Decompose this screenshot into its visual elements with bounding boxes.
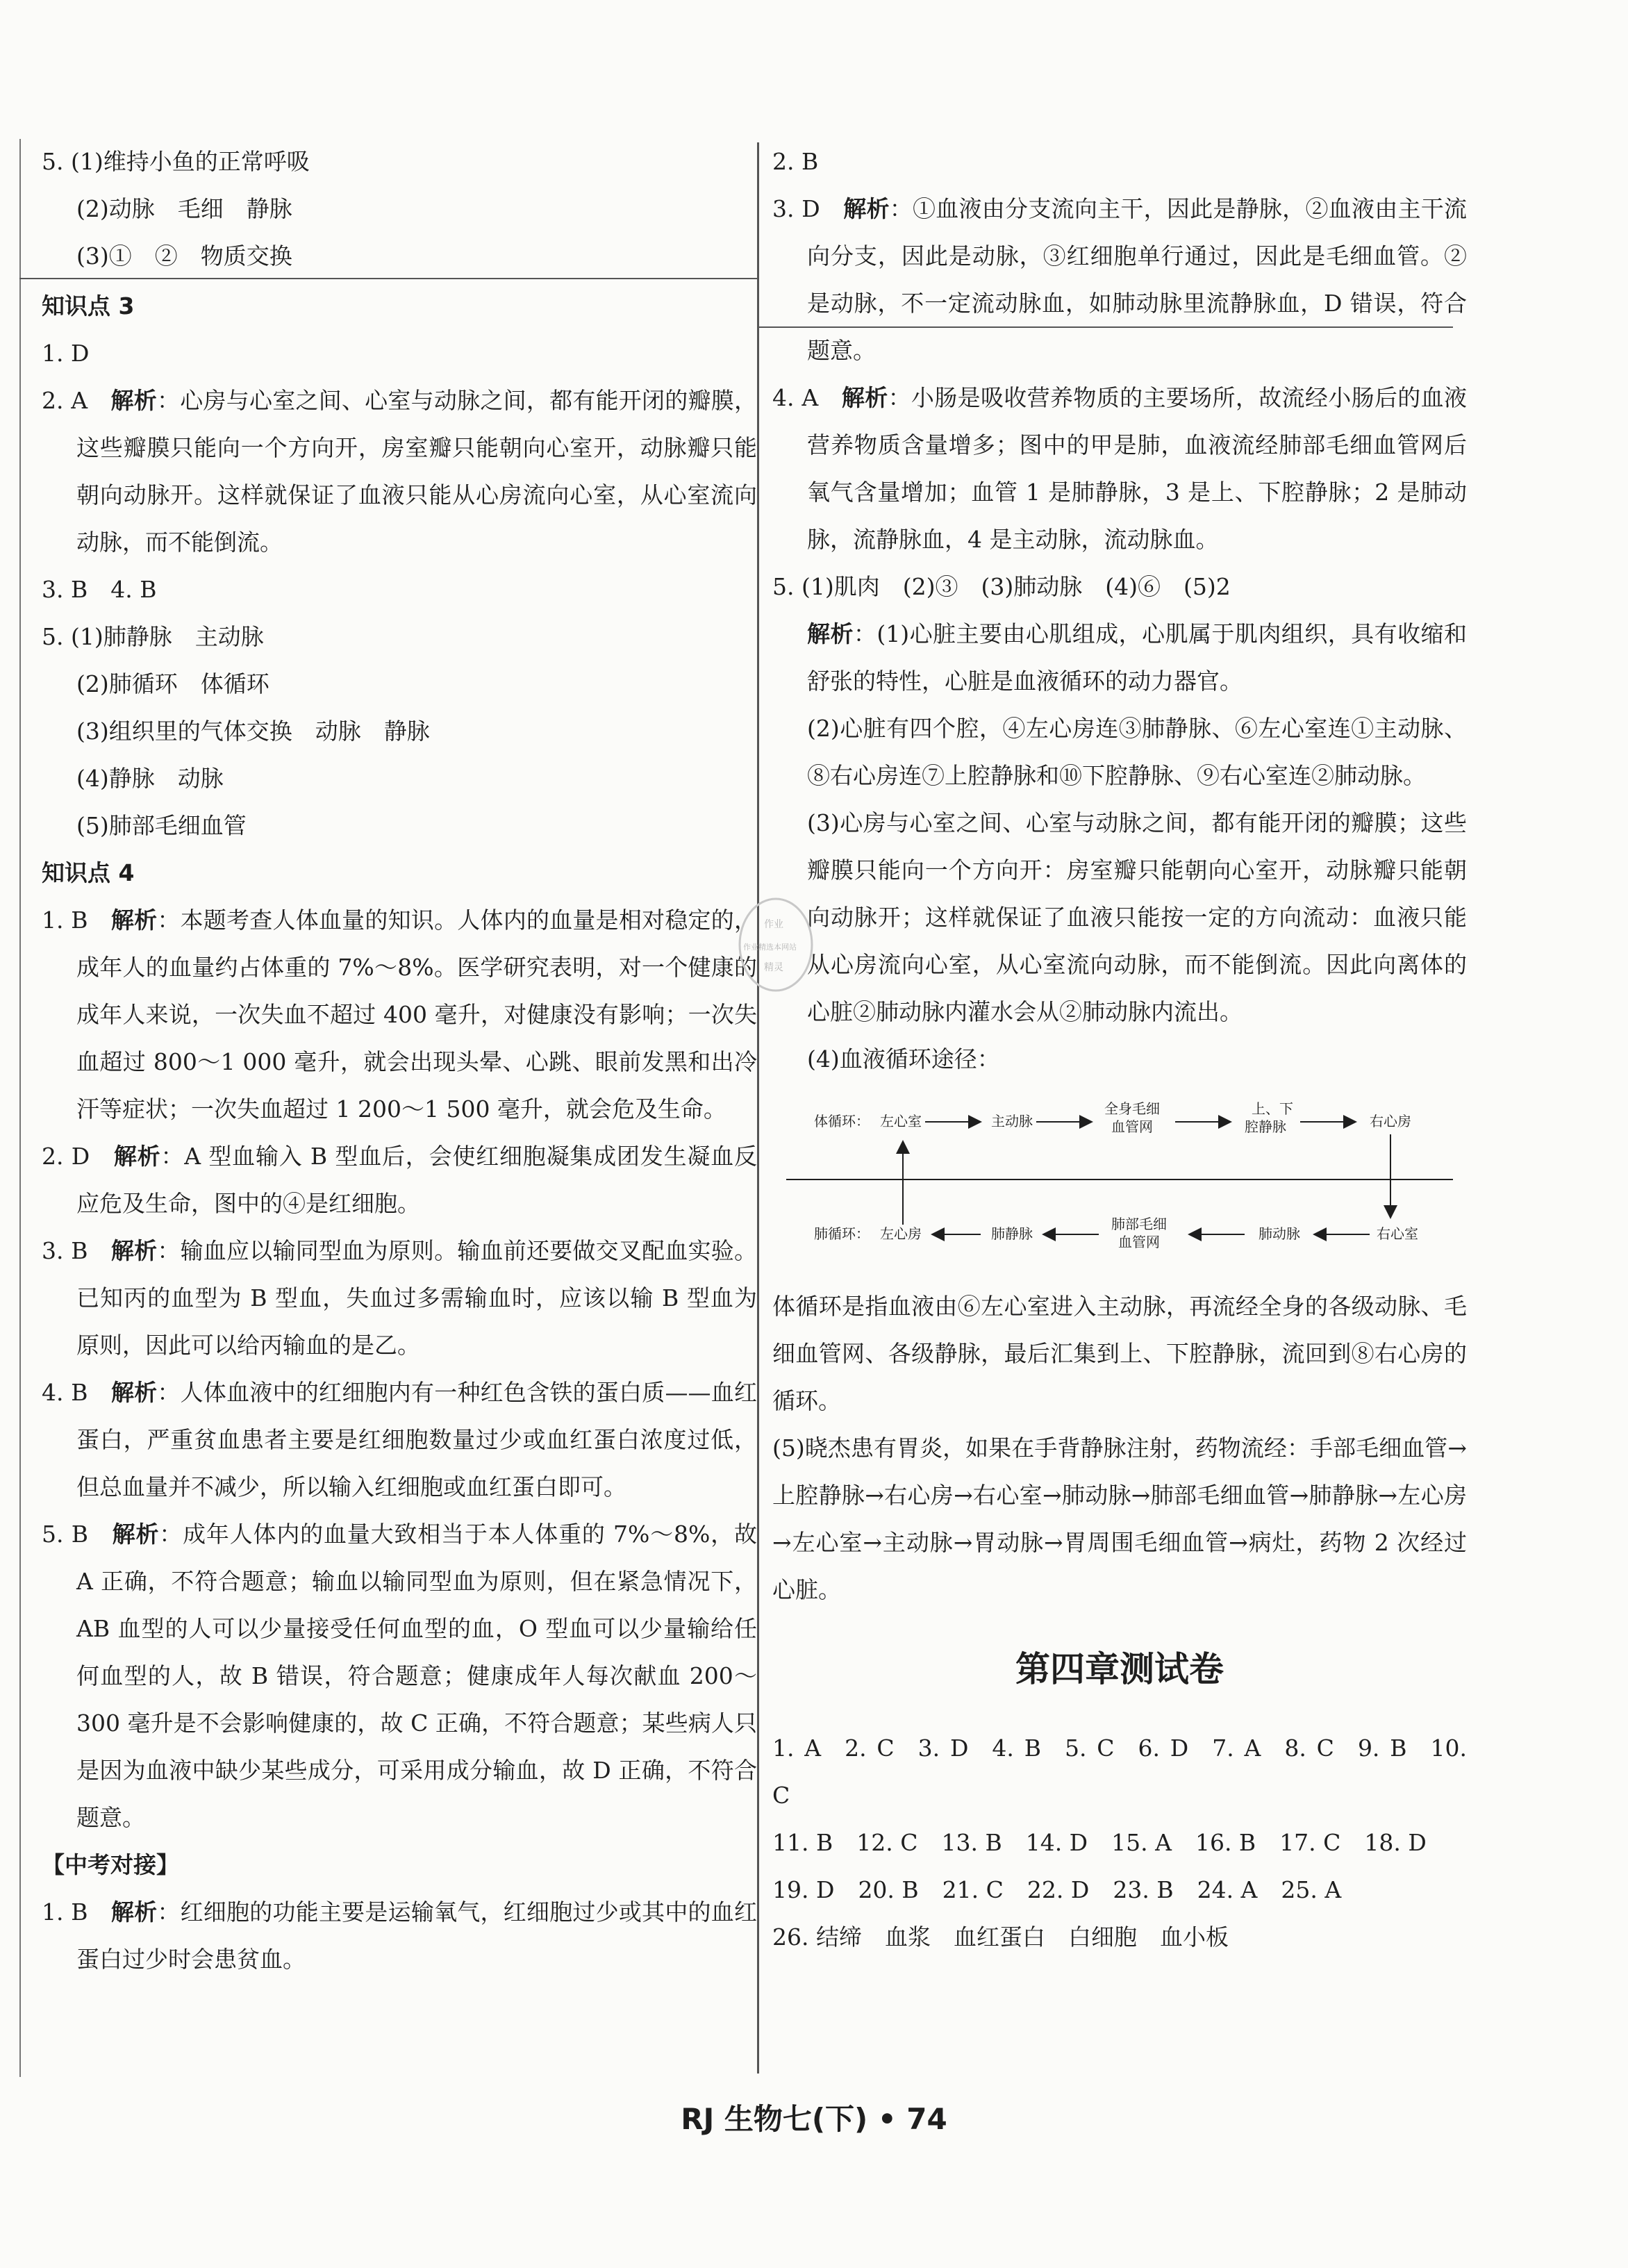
- r-q5-analysis-6: (5)晓杰患有胃炎，如果在手背静脉注射，药物流经：手部毛细血管→上腔静脉→右心房→右心室→肺动脉→肺部毛细血管→肺静脉→左心房→左心室→主动脉→胃动脉→胃周围毛细血管→病灶，药物 2 次经过心脏。: [772, 1434, 1467, 1603]
- answer-head: 3. D: [772, 195, 844, 222]
- answer-item: 3. D: [917, 1735, 969, 1762]
- answers-q26: 26. 结缔 血浆 血红蛋白 白细胞 血小板: [772, 1923, 1229, 1951]
- diagram-body-capillary-2: 血管网: [1111, 1118, 1153, 1135]
- answer-item: 7. A: [1212, 1735, 1261, 1762]
- answer-item: 15. A: [1111, 1829, 1172, 1856]
- answer-item: 5. C: [1064, 1735, 1115, 1762]
- diagram-left-ventricle: 左心室: [880, 1113, 922, 1129]
- k3-q5-1: 5. (1)肺静脉 主动脉: [42, 623, 264, 650]
- r-q5-analysis-4: (4)血液循环途径：: [807, 1045, 1000, 1073]
- answer-item: 1. A: [772, 1735, 822, 1762]
- answer-item: 21. C: [942, 1876, 1004, 1903]
- answer-item: 4. B: [992, 1735, 1041, 1762]
- r-q5-analysis-5: 体循环是指血液由⑥左心室进入主动脉，再流经全身的各级动脉、毛细血管网、各级静脉，最后汇集到上、下腔静脉，流回到⑧右心房的循环。: [772, 1293, 1467, 1414]
- r-q5-analysis-1: [772, 611, 1467, 705]
- answer-item: 20. B: [858, 1876, 919, 1903]
- section-title-k4: 知识点 4: [42, 859, 135, 886]
- answer-item: 19. D: [772, 1876, 835, 1903]
- stamp-text-3: 精灵: [764, 962, 783, 973]
- diagram-pulmonary-label: 肺循环：: [814, 1225, 870, 1242]
- answers-row-2: [772, 1819, 1467, 1866]
- k4-q2: [42, 1133, 757, 1227]
- analysis-text: ：红细胞的功能主要是运输氧气，红细胞过少或其中的血红蛋白过少时会患贫血。: [76, 1898, 757, 1973]
- circulation-diagram: [772, 1093, 1467, 1273]
- diagram-aorta: 主动脉: [991, 1113, 1033, 1129]
- analysis-text: ：(1)心脏主要由心肌组成，心肌属于肌肉组织，具有收缩和舒张的特性，心脏是血液循环的动力器官。: [807, 620, 1468, 695]
- answer-item: 18. D: [1364, 1829, 1427, 1856]
- right-column: [772, 142, 1467, 1961]
- analysis-label: 解析: [110, 907, 158, 934]
- q5-prev-line3: (3)① ② 物质交换: [76, 242, 292, 270]
- analysis-label: 解析: [110, 1379, 158, 1406]
- r-q2: 2. B: [772, 148, 819, 175]
- answer-head: 2. D: [42, 1143, 114, 1170]
- answer-item: 10. C: [772, 1735, 1467, 1809]
- chapter-title: 第四章测试卷: [1015, 1649, 1224, 1689]
- q5-prev-line1: 5. (1)维持小鱼的正常呼吸: [42, 148, 310, 175]
- r-q4: [772, 374, 1467, 563]
- analysis-text: ：心房与心室之间、心室与动脉之间，都有能开闭的瓣膜，这些瓣膜只能向一个方向开，房室瓣只能朝向心室开，动脉瓣只能朝向动脉开。这样就保证了血液只能从心房流向心室，从心室流向动脉，而不能倒流。: [76, 387, 758, 556]
- diagram-systemic-label: 体循环：: [814, 1113, 870, 1129]
- analysis-text: ：人体血液中的红细胞内有一种红色含铁的蛋白质——血红蛋白，严重贫血患者主要是红细胞数量过少或血红蛋白浓度过低，但总血量并不减少，所以输入红细胞或血红蛋白即可。: [76, 1379, 758, 1500]
- answer-head: 3. B: [42, 1237, 111, 1264]
- diagram-body-capillary-1: 全身毛细: [1104, 1100, 1160, 1117]
- analysis-label: 解析: [843, 195, 890, 222]
- answer-item: 23. B: [1113, 1876, 1174, 1903]
- diagram-pulmonary-vein: 肺静脉: [991, 1225, 1033, 1242]
- analysis-label: 解析: [807, 620, 854, 647]
- answer-head: 5. B: [42, 1521, 113, 1548]
- answer-item: 25. A: [1281, 1876, 1342, 1903]
- answer-head: 2. A: [42, 387, 111, 414]
- k3-q5-3: (3)组织里的气体交换 动脉 静脉: [76, 718, 430, 745]
- analysis-label: 解析: [110, 387, 158, 414]
- analysis-text: ：小肠是吸收营养物质的主要场所，故流经小肠后的血液营养物质含量增多；图中的甲是肺，血液流经肺部毛细血管网后氧气含量增加；血管 1 是肺静脉，3 是上、下腔静脉；2 是肺动脉，流静脉血，4 是主动脉，流动脉血。: [807, 384, 1468, 553]
- analysis-text: ：成年人体内的血量大致相当于本人体重的 7%～8%，故 A 正确，不符合题意；输血以输同型血为原则，但在紧急情况下，AB 血型的人可以少量接受任何血型的血，O 型血可以少量输给任何血型的人，故 B 错误，符合题意；健康成年人每次献血 200～300 毫升是不会影响健康的，故 C 正确，不符合题意；某些病人只是因为血液中缺少某些成分，可采用成分输血，故 D 正确，不符合题意。: [76, 1521, 757, 1831]
- left-column: [42, 142, 757, 1983]
- answer-item: 22. D: [1027, 1876, 1090, 1903]
- analysis-label: 解析: [113, 1143, 161, 1170]
- diagram-lung-capillary-2: 血管网: [1118, 1234, 1160, 1250]
- analysis-text: ：输血应以输同型血为原则。输血前还要做交叉配血实验。已知丙的血型为 B 型血，失血过多需输血时，应该以输 B 型血为原则，因此可以给丙输血的是乙。: [76, 1237, 757, 1359]
- q5-prev-line2: (2)动脉 毛细 静脉: [76, 195, 292, 222]
- section-title-k3: 知识点 3: [42, 292, 135, 320]
- diagram-right-ventricle: 右心室: [1377, 1225, 1418, 1242]
- r-q3: [772, 185, 1467, 374]
- analysis-label: 解析: [112, 1521, 160, 1548]
- answers-row-3: [772, 1866, 1467, 1914]
- k3-q5-4: (4)静脉 动脉: [76, 765, 224, 792]
- section-title-zhongkao: 【中考对接】: [42, 1851, 179, 1878]
- diagram-pulmonary-artery: 肺动脉: [1259, 1225, 1300, 1242]
- k3-q5-2: (2)肺循环 体循环: [76, 670, 269, 697]
- r-q5-analysis-3: (3)心房与心室之间、心室与动脉之间，都有能开闭的瓣膜；这些瓣膜只能向一个方向开：房室瓣只能朝向心室开，动脉瓣只能朝向动脉开；这样就保证了血液只能按一定的方向流动：血液只能从心房流向心室，从心室流向动脉，而不能倒流。因此向离体的心脏②肺动脉内灌水会从②肺动脉内流出。: [807, 809, 1467, 1025]
- answer-item: 11. B: [772, 1829, 833, 1856]
- answer-head: 1. B: [42, 907, 111, 934]
- analysis-label: 解析: [841, 384, 888, 411]
- answer-head: 4. A: [772, 384, 842, 411]
- answer-head: 1. B: [42, 1898, 111, 1926]
- k3-q3-q4: 3. B 4. B: [42, 576, 157, 603]
- analysis-text: ：本题考查人体血量的知识。人体内的血量是相对稳定的，成年人的血量约占体重的 7%～8%。医学研究表明，对一个健康的成年人来说，一次失血不超过 400 毫升，对健康没有影响；一次失血超过 800～1 000 毫升，就会出现头晕、心跳、眼前发黑和出冷汗等症状；一次失血超过 1 200～1 500 毫升，就会危及生命。: [76, 907, 757, 1123]
- analysis-text: ：A 型血输入 B 型血后，会使红细胞凝集成团发生凝血反应危及生命，图中的④是红细胞。: [76, 1143, 758, 1217]
- diagram-lung-capillary-1: 肺部毛细: [1111, 1216, 1167, 1232]
- analysis-label: 解析: [110, 1898, 158, 1926]
- answer-item: 14. D: [1025, 1829, 1088, 1856]
- k3-q2: [42, 377, 757, 566]
- answer-item: 13. B: [941, 1829, 1002, 1856]
- k4-q5: [42, 1511, 757, 1841]
- zk-q1: [42, 1889, 757, 1983]
- column-divider: [757, 142, 759, 2074]
- answer-item: 16. B: [1195, 1829, 1256, 1856]
- k3-q1: 1. D: [42, 340, 90, 367]
- k4-q4: [42, 1369, 757, 1511]
- r-q5-analysis-2: (2)心脏有四个腔，④左心房连③肺静脉、⑥左心室连①主动脉、⑧右心房连⑦上腔静脉和⑩下腔静脉、⑨右心室连②肺动脉。: [807, 715, 1467, 789]
- answer-item: 9. B: [1357, 1735, 1407, 1762]
- stamp-text-2: 作业精选本网站: [743, 943, 797, 952]
- stamp-text-1: 作业: [764, 919, 783, 930]
- page-footer: RJ 生物七(下) • 74: [681, 2102, 947, 2136]
- r-q5-answers: 5. (1)肌肉 (2)③ (3)肺动脉 (4)⑥ (5)2: [772, 573, 1231, 600]
- answer-item: 12. C: [856, 1829, 918, 1856]
- answer-head: 4. B: [42, 1379, 111, 1406]
- diagram-left-atrium: 左心房: [880, 1225, 922, 1242]
- answer-item: 24. A: [1197, 1876, 1258, 1903]
- answer-item: 8. C: [1284, 1735, 1334, 1762]
- diagram-vena-cava-1: 上、下: [1252, 1100, 1293, 1117]
- analysis-text: ：①血液由分支流向主干，因此是静脉，②血液由主干流向分支，因此是动脉，③红细胞单行通过，因此是毛细血管。②是动脉，不一定流动脉血，如肺动脉里流静脉血，D 错误，符合题意。: [807, 195, 1468, 364]
- k3-q5-5: (5)肺部毛细血管: [76, 812, 247, 839]
- answer-item: 6. D: [1138, 1735, 1189, 1762]
- diagram-right-atrium: 右心房: [1370, 1113, 1411, 1129]
- answers-row-1: [772, 1725, 1467, 1819]
- diagram-vena-cava-2: 腔静脉: [1245, 1118, 1286, 1135]
- watermark-stamp: [731, 893, 821, 997]
- k4-q3: [42, 1227, 757, 1369]
- answer-item: 2. C: [845, 1735, 895, 1762]
- k4-q1: [42, 897, 757, 1133]
- analysis-label: 解析: [110, 1237, 158, 1264]
- margin-line: [19, 139, 21, 2077]
- answer-item: 17. C: [1279, 1829, 1341, 1856]
